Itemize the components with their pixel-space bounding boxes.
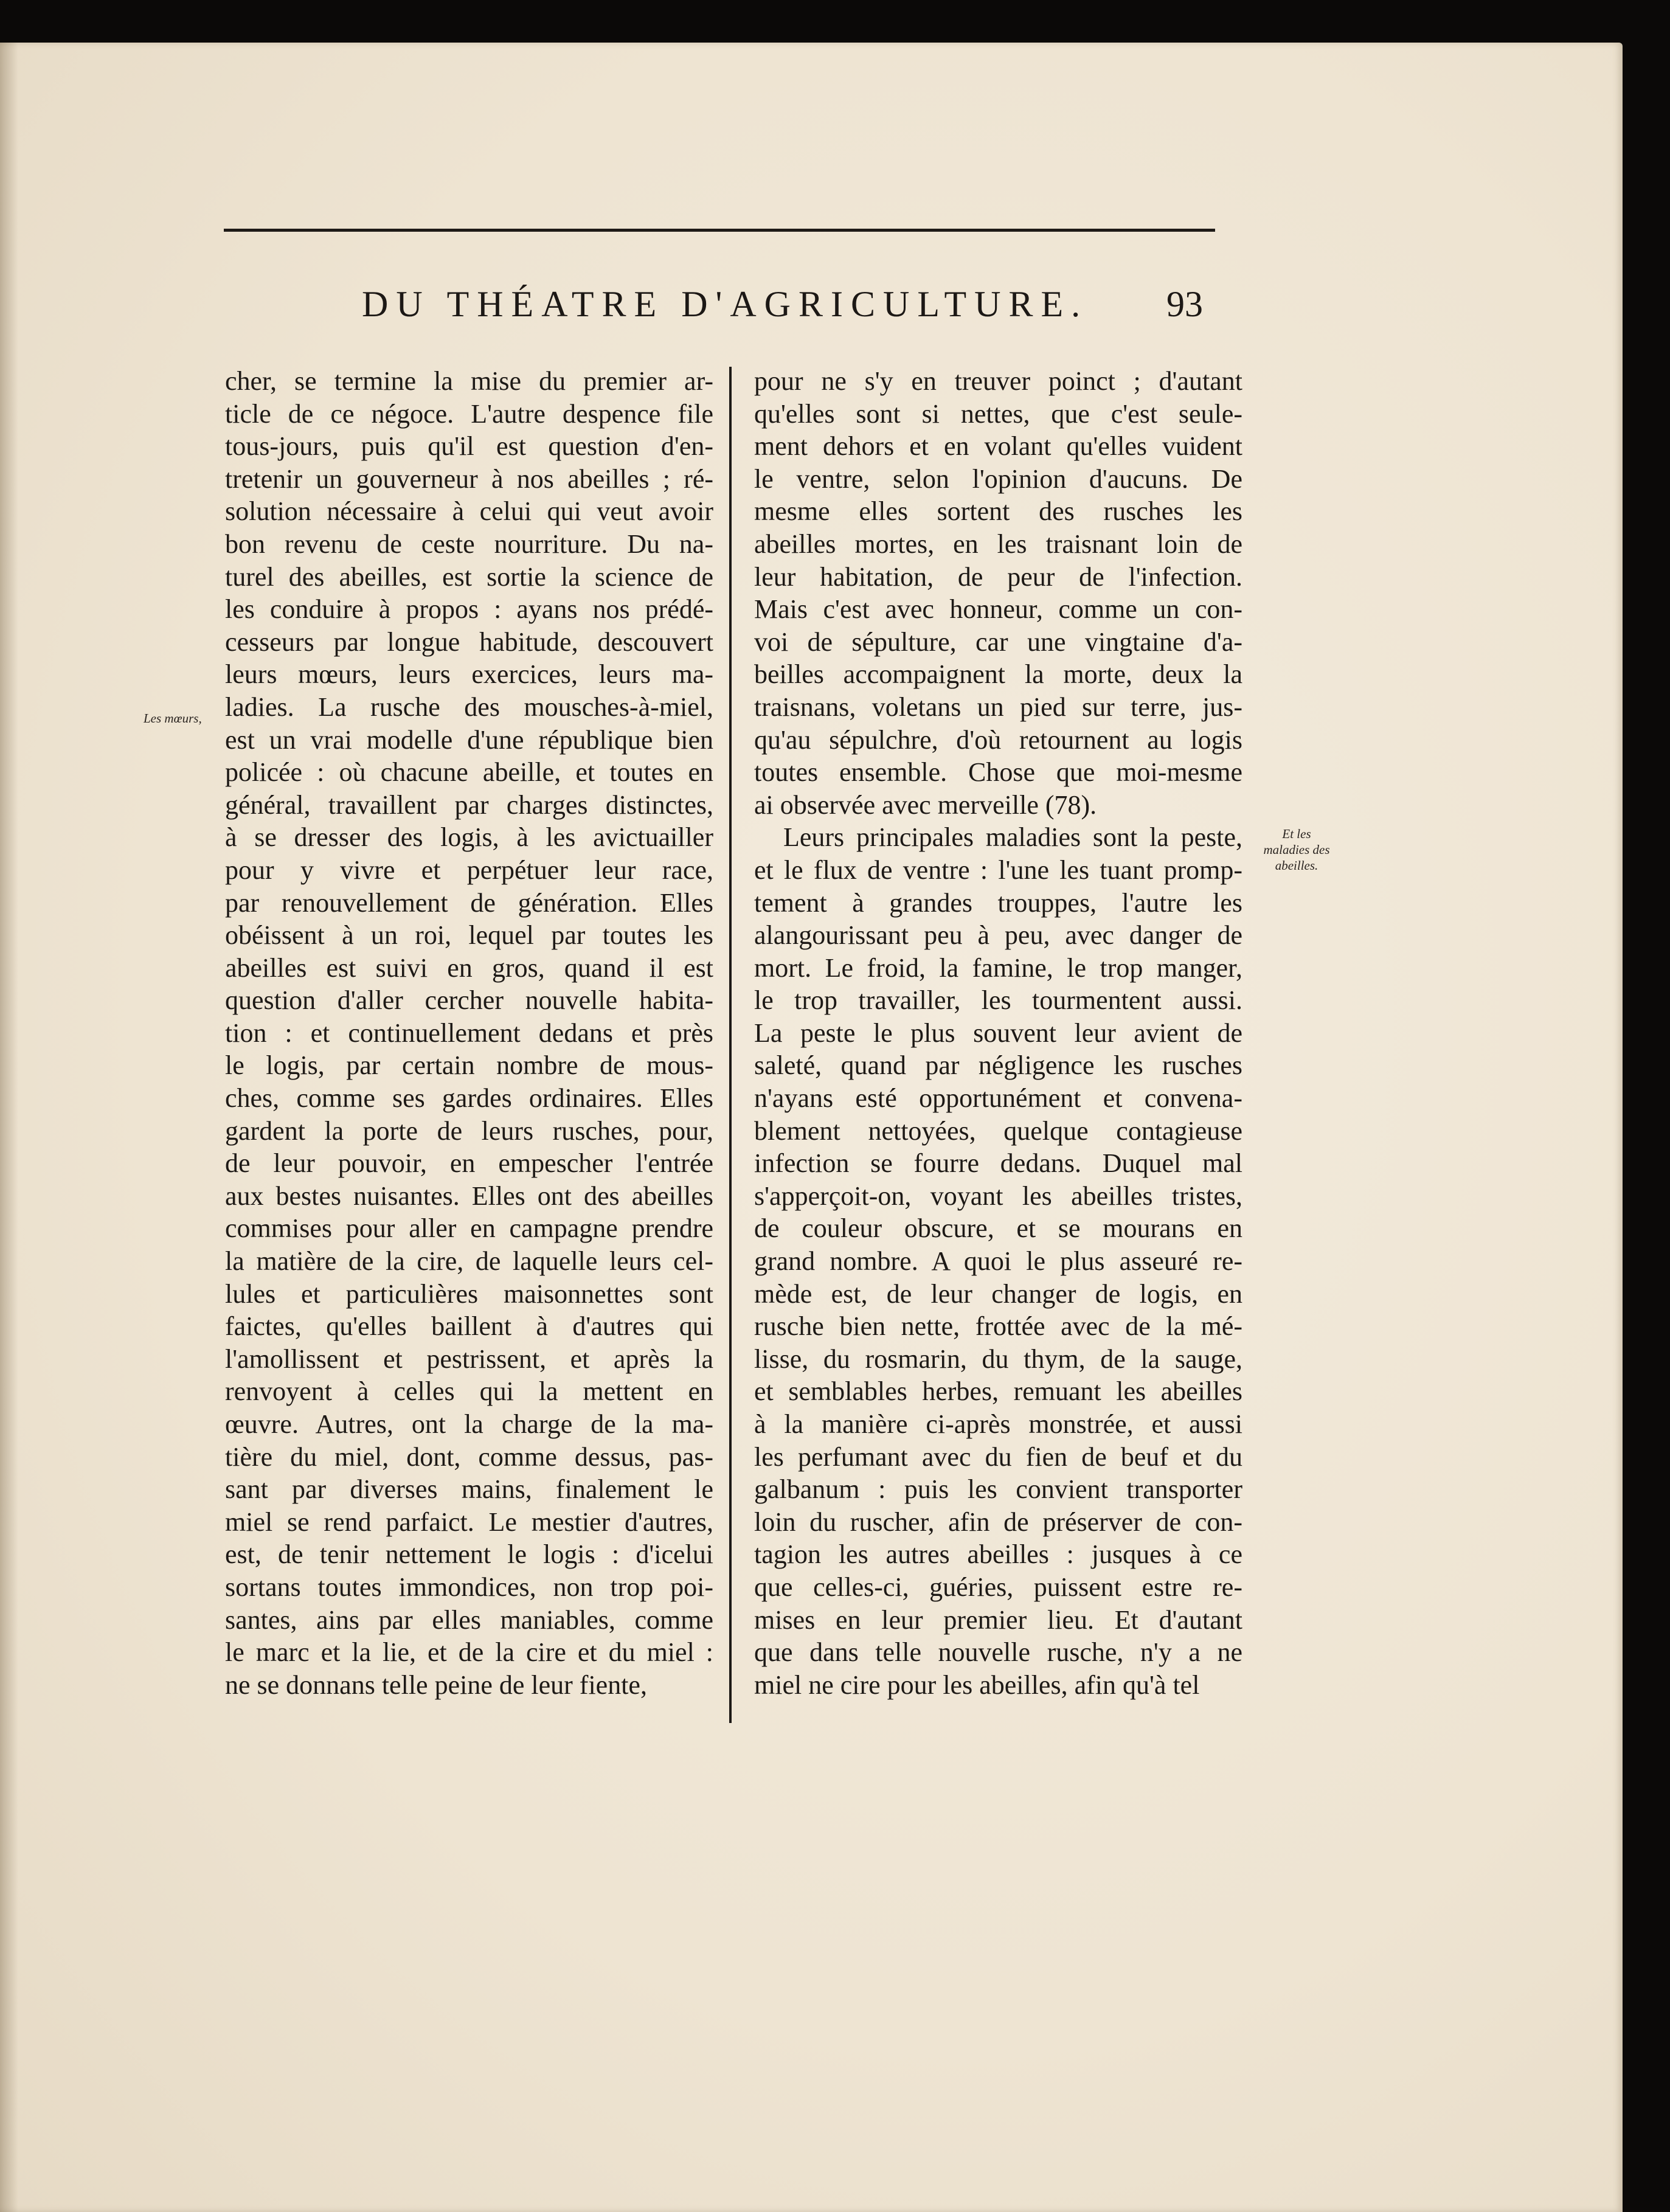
text-line: cesseurs par longue habitude, descouvert bbox=[225, 626, 713, 657]
margin-note-right-line: maladies des bbox=[1263, 842, 1330, 857]
text-line: qu'au sépulchre, d'où retournent au logis bbox=[754, 724, 1242, 755]
text-line: saleté, quand par négligence les rusches bbox=[754, 1050, 1242, 1081]
text-line: faictes, qu'elles baillent à d'autres qui bbox=[225, 1311, 713, 1342]
text-line: les perfumant avec du fien de beuf et du bbox=[754, 1441, 1242, 1472]
text-line: tagion les autres abeilles : jusques à ce bbox=[754, 1539, 1242, 1570]
text-line: les conduire à propos : ayans nos prédé- bbox=[225, 594, 713, 625]
text-line: question d'aller cercher nouvelle habita- bbox=[225, 985, 713, 1016]
text-line: par renouvellement de génération. Elles bbox=[225, 887, 713, 918]
text-line: mises en leur premier lieu. Et d'autant bbox=[754, 1604, 1242, 1635]
text-line: tous-jours, puis qu'il est question d'en- bbox=[225, 431, 713, 462]
text-line: est, de tenir nettement le logis : d'icelui bbox=[225, 1539, 713, 1570]
margin-note-left: Les mœurs, bbox=[144, 711, 202, 726]
text-line: commises pour aller en campagne prendre bbox=[225, 1213, 713, 1244]
text-line: qu'elles sont si nettes, que c'est seule- bbox=[754, 398, 1242, 429]
right-text-column bbox=[754, 365, 1242, 1701]
text-line: toutes ensemble. Chose que moi-mesme bbox=[754, 757, 1242, 788]
text-line: à la manière ci-après monstrée, et aussi bbox=[754, 1409, 1242, 1439]
text-line: lisse, du rosmarin, du thym, de la sauge, bbox=[754, 1343, 1242, 1374]
text-line: le ventre, selon l'opinion d'aucuns. De bbox=[754, 463, 1242, 494]
text-line: œuvre. Autres, ont la charge de la ma- bbox=[225, 1409, 713, 1439]
text-line: que celles-ci, guéries, puissent estre re- bbox=[754, 1572, 1242, 1602]
text-line: aux bestes nuisantes. Elles ont des abeilles bbox=[225, 1181, 713, 1211]
margin-note-right-line: Et les bbox=[1282, 827, 1311, 841]
margin-note-right-line: abeilles. bbox=[1275, 858, 1318, 873]
text-line: sant par diverses mains, finalement le bbox=[225, 1474, 713, 1505]
text-line: ne se donnans telle peine de leur fiente, bbox=[225, 1669, 647, 1700]
text-line: leurs mœurs, leurs exercices, leurs ma- bbox=[225, 659, 713, 690]
text-line: et le flux de ventre : l'une les tuant promp- bbox=[754, 855, 1242, 885]
text-line: policée : où chacune abeille, et toutes en bbox=[225, 757, 713, 788]
text-line: grand nombre. A quoi le plus asseuré re- bbox=[754, 1246, 1242, 1277]
text-line: La peste le plus souvent leur avient de bbox=[754, 1018, 1242, 1048]
text-line: miel ne cire pour les abeilles, afin qu'à tel bbox=[754, 1669, 1200, 1700]
text-line: général, travaillent par charges distinctes, bbox=[225, 789, 713, 820]
text-line: l'amollissent et pestrissent, et après la bbox=[225, 1343, 713, 1374]
text-line: turel des abeilles, est sortie la science de bbox=[225, 561, 713, 592]
header-rule bbox=[224, 229, 1215, 232]
left-text-column bbox=[225, 365, 713, 1701]
text-line: solution nécessaire à celui qui veut avoir bbox=[225, 496, 713, 527]
margin-note-right bbox=[1248, 826, 1345, 873]
text-line: miel se rend parfaict. Le mestier d'autres, bbox=[225, 1506, 713, 1537]
text-line: alangourissant peu à peu, avec danger de bbox=[754, 920, 1242, 951]
text-line: tière du miel, dont, comme dessus, pas- bbox=[225, 1441, 713, 1472]
text-line: le trop travailler, les tourmentent aussi. bbox=[754, 985, 1242, 1016]
text-line: tion : et continuellement dedans et près bbox=[225, 1018, 713, 1048]
text-line: rusche bien nette, frottée avec de la mé- bbox=[754, 1311, 1242, 1342]
text-line: abeilles est suivi en gros, quand il est bbox=[225, 952, 713, 983]
text-line: sortans toutes immondices, non trop poi- bbox=[225, 1572, 713, 1602]
text-line: ticle de ce négoce. L'autre despence file bbox=[225, 398, 713, 429]
text-line: obéissent à un roi, lequel par toutes les bbox=[225, 920, 713, 951]
text-line: abeilles mortes, en les traisnant loin de bbox=[754, 529, 1242, 559]
text-line: voi de sépulture, car une vingtaine d'a- bbox=[754, 626, 1242, 657]
text-line: loin du ruscher, afin de préserver de con- bbox=[754, 1506, 1242, 1537]
text-line: blement nettoyées, quelque contagieuse bbox=[754, 1115, 1242, 1146]
text-line: cher, se termine la mise du premier ar- bbox=[225, 366, 713, 396]
text-line: ai observée avec merveille (78). bbox=[754, 789, 1097, 820]
text-line: s'apperçoit-on, voyant les abeilles tristes, bbox=[754, 1181, 1242, 1211]
text-line: le logis, par certain nombre de mous- bbox=[225, 1050, 713, 1081]
text-line: pour y vivre et perpétuer leur race, bbox=[225, 855, 713, 885]
text-line: traisnans, voletans un pied sur terre, jus- bbox=[754, 692, 1242, 722]
text-line: est un vrai modelle d'une république bien bbox=[225, 724, 713, 755]
text-line: à se dresser des logis, à les avictuailler bbox=[225, 822, 713, 853]
text-line: renvoyent à celles qui la mettent en bbox=[225, 1376, 713, 1407]
text-line: pour ne s'y en treuver poinct ; d'autant bbox=[754, 366, 1242, 396]
column-divider bbox=[729, 367, 732, 1723]
book-page bbox=[0, 43, 1623, 2212]
text-line: lules et particulières maisonnettes sont bbox=[225, 1278, 713, 1309]
text-line: ches, comme ses gardes ordinaires. Elles bbox=[225, 1083, 713, 1114]
text-line: ladies. La rusche des mousches-à-miel, bbox=[225, 692, 713, 722]
running-head: DU THÉATRE D'AGRICULTURE. bbox=[362, 284, 1089, 324]
text-line: mède est, de leur changer de logis, en bbox=[754, 1278, 1242, 1309]
text-line: mesme elles sortent des rusches les bbox=[754, 496, 1242, 527]
text-line: infection se fourre dedans. Duquel mal bbox=[754, 1148, 1242, 1179]
text-line: gardent la porte de leurs rusches, pour, bbox=[225, 1115, 713, 1146]
text-line: et semblables herbes, remuant les abeilles bbox=[754, 1376, 1242, 1407]
text-line: le marc et la lie, et de la cire et du miel : bbox=[225, 1637, 713, 1668]
text-line: ment dehors et en volant qu'elles vuident bbox=[754, 431, 1242, 462]
text-line: tement à grandes trouppes, l'autre les bbox=[754, 887, 1242, 918]
text-line: que dans telle nouvelle rusche, n'y a ne bbox=[754, 1637, 1242, 1668]
text-line: tretenir un gouverneur à nos abeilles ; ré- bbox=[225, 463, 713, 494]
text-line: mort. Le froid, la famine, le trop manger, bbox=[754, 952, 1242, 983]
text-line: n'ayans esté opportunément et convena- bbox=[754, 1083, 1242, 1114]
text-line: de leur pouvoir, en empescher l'entrée bbox=[225, 1148, 713, 1179]
text-line: bon revenu de ceste nourriture. Du na- bbox=[225, 529, 713, 559]
text-line: de couleur obscure, et se mourans en bbox=[754, 1213, 1242, 1244]
text-line: santes, ains par elles maniables, comme bbox=[225, 1604, 713, 1635]
page-number: 93 bbox=[1166, 284, 1203, 324]
text-line: la matière de la cire, de laquelle leurs cel- bbox=[225, 1246, 713, 1277]
text-line: galbanum : puis les convient transporter bbox=[754, 1474, 1242, 1505]
text-line: leur habitation, de peur de l'infection. bbox=[754, 561, 1242, 592]
text-line: beilles accompaignent la morte, deux la bbox=[754, 659, 1242, 690]
text-line: Leurs principales maladies sont la peste, bbox=[783, 822, 1242, 853]
text-line: Mais c'est avec honneur, comme un con- bbox=[754, 594, 1242, 625]
